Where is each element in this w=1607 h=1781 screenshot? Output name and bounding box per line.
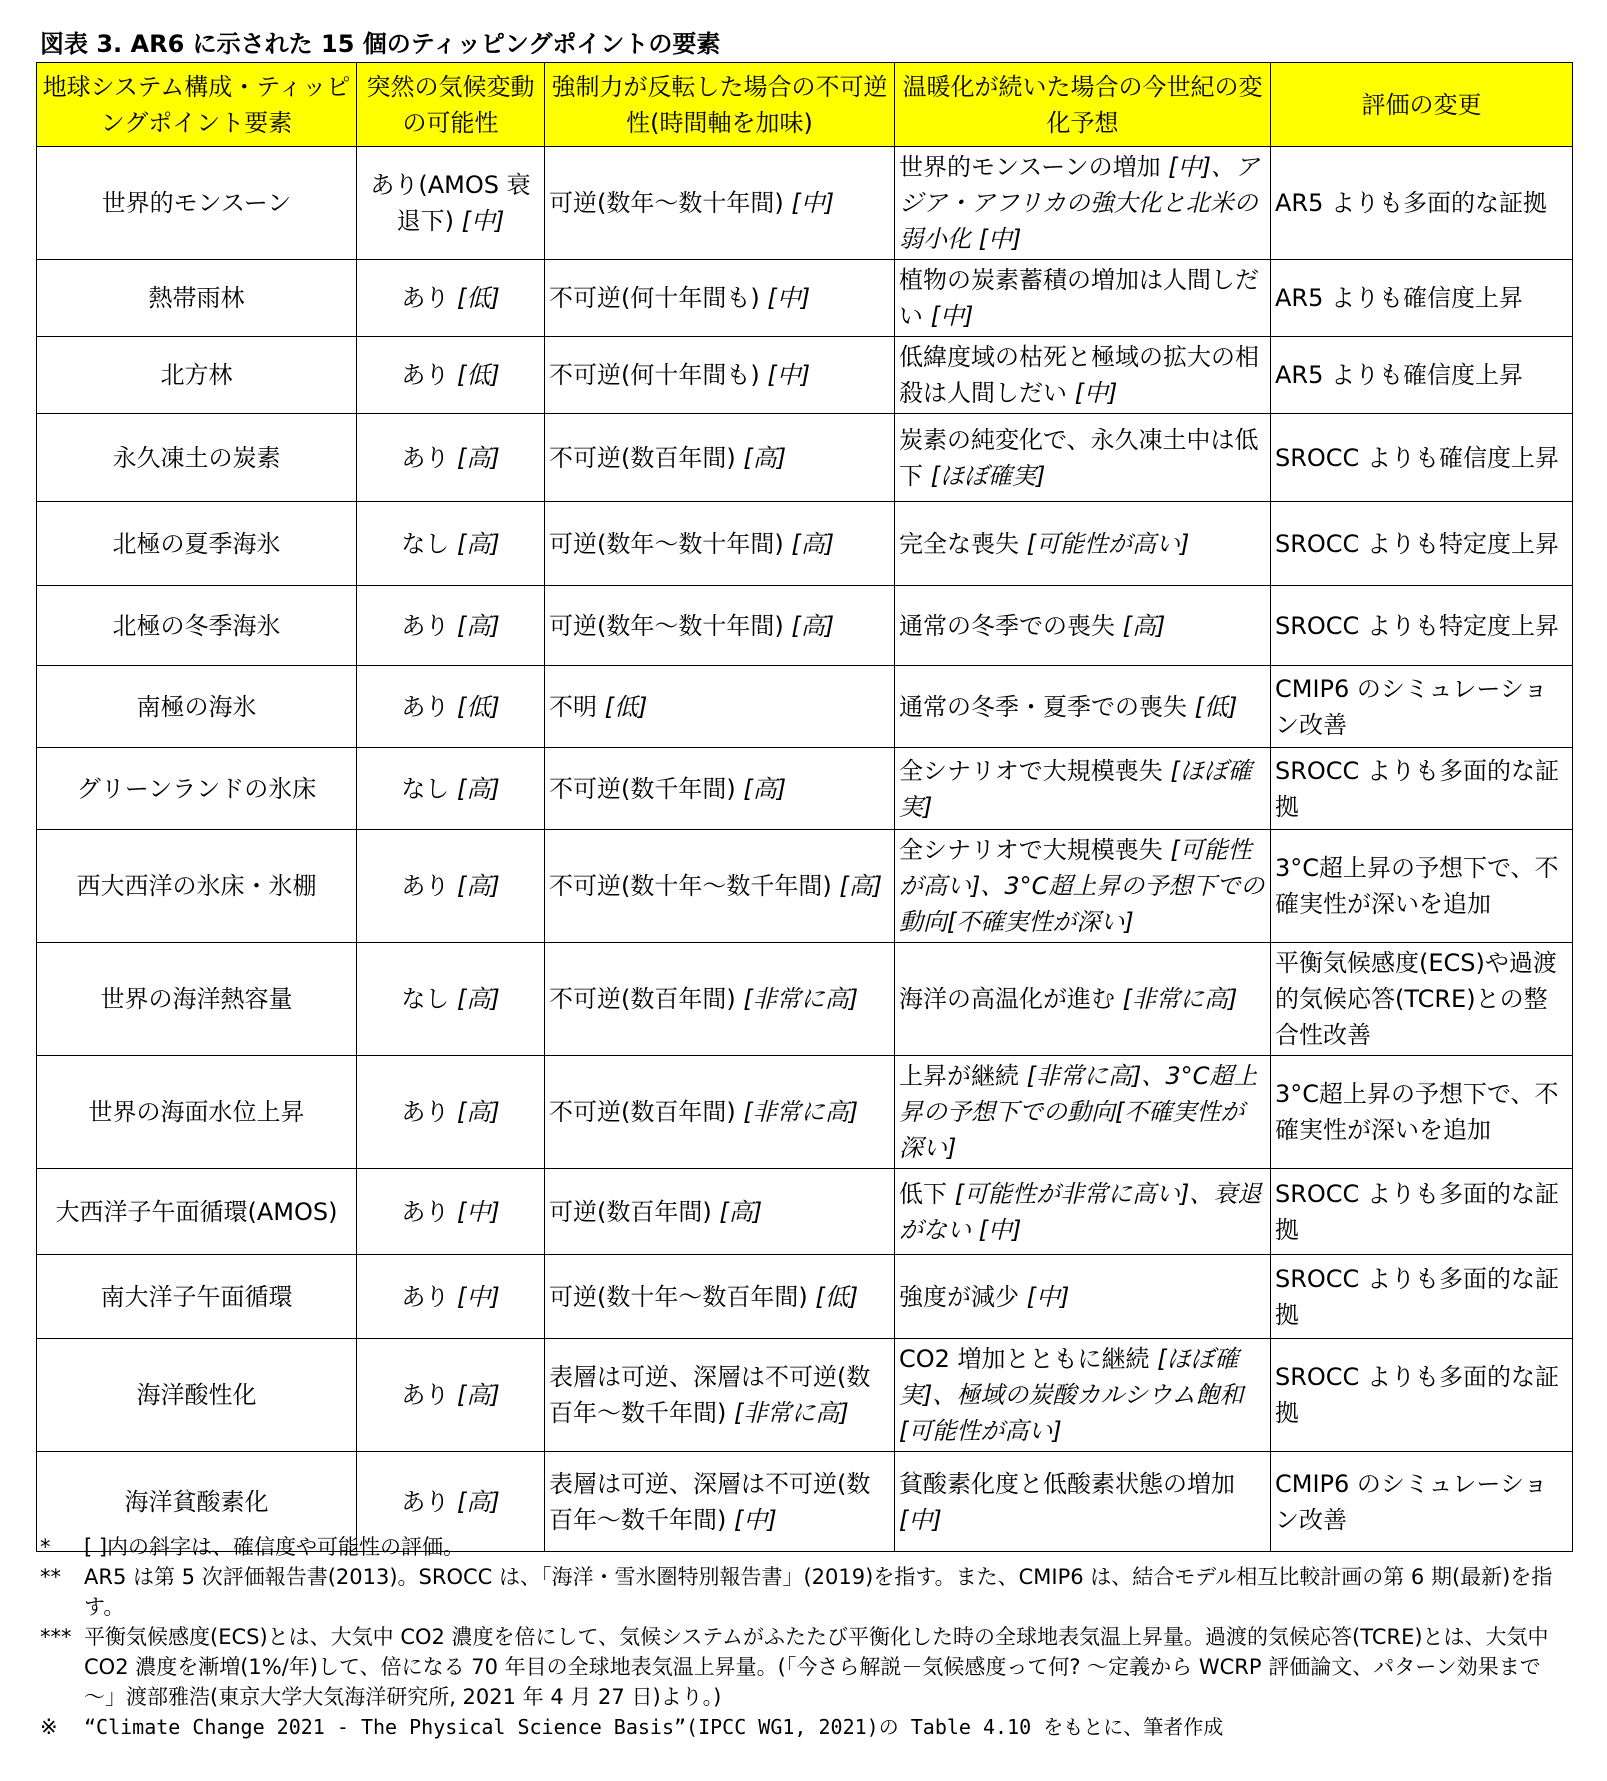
cell-text: 表層は可逆、深層は不可逆(数百年～数千年間) [549, 1469, 871, 1534]
cell-text: 可逆(数十年～数百年間) [549, 1282, 808, 1311]
cell-text: 不可逆(数百年間) [549, 985, 736, 1013]
confidence-label: [中] [767, 284, 811, 312]
assessment-change-cell [1271, 666, 1573, 748]
cell-text: 海洋貧酸素化 [124, 1487, 269, 1516]
cell-text: 熱帯雨林 [148, 284, 245, 312]
cell-text: 不明 [549, 692, 597, 721]
assessment-change-cell [1271, 502, 1573, 586]
assessment-change-cell [1271, 1339, 1573, 1452]
element-cell [37, 666, 357, 748]
header-element: 地球システム構成・ティッピングポイント要素 [37, 63, 357, 147]
cell-text: あり [401, 1282, 450, 1311]
cell-text: 低下 [899, 1179, 947, 1208]
table-row [37, 414, 1573, 502]
cell-text: 可逆(数百年間) [549, 1197, 712, 1226]
confidence-label: [中] [930, 302, 974, 330]
cell-text: 植物の炭素蓄積の増加は人間しだい [899, 266, 1259, 330]
confidence-label: [高] [456, 1381, 500, 1409]
cell-text: 上昇が継続 [899, 1062, 1019, 1090]
cell-text: あり [401, 872, 450, 900]
confidence-label: [中] [899, 1505, 942, 1534]
footnote [40, 1532, 1570, 1562]
confidence-label: [中] [456, 1282, 500, 1311]
projection-cell [895, 1255, 1271, 1339]
projection-cell [895, 502, 1271, 586]
cell-text: 海洋酸性化 [136, 1381, 257, 1409]
irreversibility-cell [545, 1255, 895, 1339]
footnote-text: “Climate Change 2021 - The Physical Science Basis”(IPCC WG1, 2021)の Table 4.10 をもとに、筆者作成 [84, 1715, 1224, 1739]
assessment-change-cell [1271, 260, 1573, 337]
cell-text: 表層は可逆、深層は不可逆(数百年～数千年間) [549, 1363, 871, 1427]
element-cell [37, 414, 357, 502]
irreversibility-cell [545, 414, 895, 502]
table-row [37, 748, 1573, 830]
cell-text: 可逆(数年～数十年間) [549, 189, 784, 217]
abrupt-change-cell [357, 147, 545, 260]
confidence-label: [高] [456, 985, 500, 1013]
footnote-mark: * [40, 1535, 51, 1559]
abrupt-change-cell [357, 1169, 545, 1255]
cell-text: 南極の海氷 [136, 692, 257, 721]
footnote-text: 平衡気候感度(ECS)とは、大気中 CO2 濃度を倍にして、気候システムがふたたび平衡化した時の全球地表気温上昇量。過渡的気候応答(TCRE)とは、大気中 CO2 濃度を漸増(1%/年)して、倍になる 70 年目の全球地表気温上昇量。(「今さら解説－気候感度って何? ～定義から WCRP 評価論文、パターン効果まで～」渡部雅浩(東京大学大気海洋研究所, 2021 年 4 月 27 日)より。) [84, 1625, 1549, 1709]
irreversibility-cell [545, 666, 895, 748]
cell-text: 平衡気候感度(ECS)や過渡的気候応答(TCRE)との整合性改善 [1275, 949, 1557, 1049]
projection-cell [895, 830, 1271, 943]
projection-cell [895, 586, 1271, 666]
confidence-label: [中] [456, 1197, 500, 1226]
confidence-label: [可能性が高い] [1026, 529, 1190, 558]
cell-text: あり(AMOS 衰退下) [370, 171, 531, 235]
cell-text: 不可逆(数千年間) [549, 774, 736, 803]
irreversibility-cell [545, 1169, 895, 1255]
irreversibility-cell [545, 586, 895, 666]
element-cell [37, 1339, 357, 1452]
confidence-label: [高] [743, 774, 787, 803]
cell-text: 西大西洋の氷床・氷棚 [76, 872, 317, 900]
cell-text: 3°C超上昇の予想下で、不確実性が深いを追加 [1275, 1080, 1559, 1144]
confidence-label: [非常に高] [734, 1399, 849, 1427]
confidence-label: [中] [1074, 379, 1118, 407]
irreversibility-cell [545, 260, 895, 337]
element-cell [37, 1169, 357, 1255]
footnote [40, 1712, 1570, 1742]
confidence-label: [高] [456, 529, 500, 558]
table-row [37, 586, 1573, 666]
cell-text: CO2 増加とともに継続 [899, 1345, 1150, 1373]
cell-text: CMIP6 のシミュレーション改善 [1275, 674, 1548, 739]
cell-text: SROCC よりも多面的な証拠 [1275, 1179, 1559, 1244]
cell-text: SROCC よりも確信度上昇 [1275, 443, 1559, 472]
footnote-text: [ ]内の斜字は、確信度や可能性の評価。 [84, 1535, 465, 1559]
cell-text: 完全な喪失 [899, 529, 1019, 558]
abrupt-change-cell [357, 414, 545, 502]
cell-text: SROCC よりも多面的な証拠 [1275, 1363, 1559, 1427]
cell-text: 全シナリオで大規模喪失 [899, 836, 1163, 864]
abrupt-change-cell [357, 943, 545, 1056]
element-cell [37, 1056, 357, 1169]
abrupt-change-cell [357, 666, 545, 748]
table-row [37, 1056, 1573, 1169]
confidence-label: [非常に高] [743, 1098, 859, 1126]
table-row [37, 260, 1573, 337]
projection-cell [895, 748, 1271, 830]
projection-cell [895, 943, 1271, 1056]
abrupt-change-cell [357, 1056, 545, 1169]
cell-text: 可逆(数年～数十年間) [549, 611, 784, 640]
irreversibility-cell [545, 748, 895, 830]
confidence-label: [中] [461, 207, 505, 235]
element-cell [37, 1255, 357, 1339]
element-cell [37, 943, 357, 1056]
assessment-change-cell [1271, 1255, 1573, 1339]
confidence-label: [非常に高]、3°C超上昇の予想下での動向[不確実性が深い] [899, 1062, 1258, 1162]
cell-text: 不可逆(数十年～数千年間) [549, 872, 832, 900]
cell-text: 強度が減少 [899, 1282, 1019, 1311]
confidence-label: [中]、アジア・アフリカの強大化と北米の弱小化 [中] [899, 153, 1259, 253]
assessment-change-cell [1271, 414, 1573, 502]
confidence-label: [低] [815, 1282, 859, 1311]
irreversibility-cell [545, 1056, 895, 1169]
confidence-label: [非常に高] [743, 985, 859, 1013]
element-cell [37, 830, 357, 943]
cell-text: 永久凍土の炭素 [112, 443, 281, 472]
table-row [37, 1255, 1573, 1339]
irreversibility-cell [545, 830, 895, 943]
projection-cell [895, 337, 1271, 414]
cell-text: 通常の冬季での喪失 [899, 611, 1115, 640]
confidence-label: [高] [839, 872, 883, 900]
table-row [37, 502, 1573, 586]
cell-text: あり [401, 361, 450, 389]
projection-cell [895, 1339, 1271, 1452]
abrupt-change-cell [357, 830, 545, 943]
cell-text: 南大洋子午面循環 [100, 1282, 293, 1311]
projection-cell [895, 147, 1271, 260]
projection-cell [895, 1056, 1271, 1169]
cell-text: 世界の海面水位上昇 [88, 1098, 305, 1126]
abrupt-change-cell [357, 586, 545, 666]
abrupt-change-cell [357, 337, 545, 414]
cell-text: 不可逆(何十年間も) [549, 284, 760, 312]
assessment-change-cell [1271, 943, 1573, 1056]
confidence-label: [高] [743, 443, 787, 472]
confidence-label: [高] [719, 1197, 763, 1226]
cell-text: 世界的モンスーンの増加 [899, 153, 1161, 181]
confidence-label: [高] [456, 443, 500, 472]
confidence-label: [高] [791, 611, 835, 640]
assessment-change-cell [1271, 1056, 1573, 1169]
cell-text: あり [401, 692, 450, 721]
cell-text: あり [401, 611, 450, 640]
cell-text: あり [401, 1487, 450, 1516]
cell-text: AR5 よりも確信度上昇 [1275, 361, 1523, 389]
confidence-label: [中] [734, 1505, 777, 1534]
cell-text: SROCC よりも特定度上昇 [1275, 529, 1559, 558]
element-cell [37, 337, 357, 414]
cell-text: 不可逆(数百年間) [549, 443, 736, 472]
confidence-label: [ほぼ確実]、極域の炭酸カルシウム飽和 [可能性が高い] [899, 1345, 1244, 1445]
assessment-change-cell [1271, 147, 1573, 260]
element-cell [37, 147, 357, 260]
cell-text: 低緯度域の枯死と極域の拡大の相殺は人間しだい [899, 343, 1259, 407]
assessment-change-cell [1271, 586, 1573, 666]
cell-text: 北方林 [160, 361, 233, 389]
confidence-label: [非常に高] [1122, 985, 1238, 1013]
header-irreversibility: 強制力が反転した場合の不可逆性(時間軸を加味) [545, 63, 895, 147]
irreversibility-cell [545, 943, 895, 1056]
element-cell [37, 748, 357, 830]
cell-text: SROCC よりも多面的な証拠 [1275, 1264, 1559, 1329]
assessment-change-cell [1271, 748, 1573, 830]
cell-text: CMIP6 のシミュレーション改善 [1275, 1469, 1548, 1534]
confidence-label: [低] [604, 692, 648, 721]
confidence-label: [高] [456, 774, 500, 803]
confidence-label: [中] [767, 361, 811, 389]
header-abrupt: 突然の気候変動の可能性 [357, 63, 545, 147]
tipping-points-table [36, 62, 1573, 1552]
cell-text: 全シナリオで大規模喪失 [899, 756, 1163, 785]
cell-text: 通常の冬季・夏季での喪失 [899, 692, 1187, 721]
cell-text: 世界の海洋熱容量 [100, 985, 293, 1013]
cell-text: グリーンランドの氷床 [76, 774, 317, 803]
cell-text: なし [401, 529, 450, 558]
abrupt-change-cell [357, 1255, 545, 1339]
footnote [40, 1622, 1570, 1712]
confidence-label: [低] [456, 284, 500, 312]
confidence-label: [低] [1194, 692, 1238, 721]
cell-text: 北極の冬季海氷 [112, 611, 281, 640]
assessment-change-cell [1271, 337, 1573, 414]
footnote-mark: ** [40, 1565, 61, 1589]
confidence-label: [高] [456, 872, 500, 900]
confidence-label: [低] [456, 692, 500, 721]
header-projection: 温暖化が続いた場合の今世紀の変化予想 [895, 63, 1271, 147]
table-row [37, 666, 1573, 748]
cell-text: あり [401, 443, 450, 472]
cell-text: 貧酸素化度と低酸素状態の増加 [899, 1469, 1235, 1498]
confidence-label: [高] [456, 611, 500, 640]
irreversibility-cell [545, 147, 895, 260]
confidence-label: [低] [456, 361, 500, 389]
confidence-label: [高] [1122, 611, 1166, 640]
abrupt-change-cell [357, 502, 545, 586]
cell-text: なし [401, 985, 450, 1013]
footnote-mark: ※ [40, 1715, 58, 1739]
footnote [40, 1562, 1570, 1622]
cell-text: SROCC よりも多面的な証拠 [1275, 756, 1559, 821]
element-cell [37, 586, 357, 666]
confidence-label: [高] [456, 1487, 500, 1516]
cell-text: 北極の夏季海氷 [112, 529, 281, 558]
confidence-label: [可能性が高い]、3°C超上昇の予想下での動向[不確実性が深い] [899, 836, 1265, 936]
irreversibility-cell [545, 337, 895, 414]
cell-text: 3°C超上昇の予想下で、不確実性が深いを追加 [1275, 854, 1559, 918]
confidence-label: [可能性が非常に高い]、衰退がない [中] [899, 1179, 1262, 1244]
assessment-change-cell [1271, 830, 1573, 943]
confidence-label: [中] [791, 189, 835, 217]
assessment-change-cell [1271, 1169, 1573, 1255]
confidence-label: [高] [791, 529, 835, 558]
cell-text: AR5 よりも多面的な証拠 [1275, 189, 1547, 217]
cell-text: なし [401, 774, 450, 803]
abrupt-change-cell [357, 1339, 545, 1452]
header-assessment-change: 評価の変更 [1271, 63, 1573, 147]
cell-text: 不可逆(数百年間) [549, 1098, 736, 1126]
footnote-text: AR5 は第 5 次評価報告書(2013)。SROCC は、「海洋・雪氷圏特別報告書」(2019)を指す。また、CMIP6 は、結合モデル相互比較計画の第 6 期(最新)を指す。 [84, 1565, 1553, 1619]
projection-cell [895, 666, 1271, 748]
table-row [37, 943, 1573, 1056]
table-row [37, 147, 1573, 260]
abrupt-change-cell [357, 748, 545, 830]
cell-text: 不可逆(何十年間も) [549, 361, 760, 389]
cell-text: あり [401, 1098, 450, 1126]
confidence-label: [ほぼ確実] [899, 756, 1252, 821]
cell-text: あり [401, 1381, 450, 1409]
cell-text: 海洋の高温化が進む [899, 985, 1115, 1013]
figure-title: 図表 3. AR6 に示された 15 個のティッピングポイントの要素 [40, 30, 721, 58]
cell-text: 大西洋子午面循環(AMOS) [55, 1197, 338, 1226]
cell-text: SROCC よりも特定度上昇 [1275, 611, 1559, 640]
projection-cell [895, 260, 1271, 337]
footnote-mark: *** [40, 1625, 72, 1649]
irreversibility-cell [545, 502, 895, 586]
table-row [37, 1169, 1573, 1255]
irreversibility-cell [545, 1339, 895, 1452]
confidence-label: [中] [1026, 1282, 1070, 1311]
table-row [37, 1339, 1573, 1452]
element-cell [37, 502, 357, 586]
cell-text: AR5 よりも確信度上昇 [1275, 284, 1523, 312]
table-row [37, 337, 1573, 414]
cell-text: あり [401, 284, 450, 312]
table-row [37, 830, 1573, 943]
cell-text: 炭素の純変化で、永久凍土中は低下 [899, 425, 1259, 490]
cell-text: 世界的モンスーン [101, 189, 292, 217]
footnotes [40, 1532, 1570, 1742]
header-row [37, 63, 1573, 147]
element-cell [37, 260, 357, 337]
cell-text: あり [401, 1197, 450, 1226]
confidence-label: [ほぼ確実] [930, 461, 1046, 490]
projection-cell [895, 414, 1271, 502]
abrupt-change-cell [357, 260, 545, 337]
confidence-label: [高] [456, 1098, 500, 1126]
cell-text: 可逆(数年～数十年間) [549, 529, 784, 558]
projection-cell [895, 1169, 1271, 1255]
